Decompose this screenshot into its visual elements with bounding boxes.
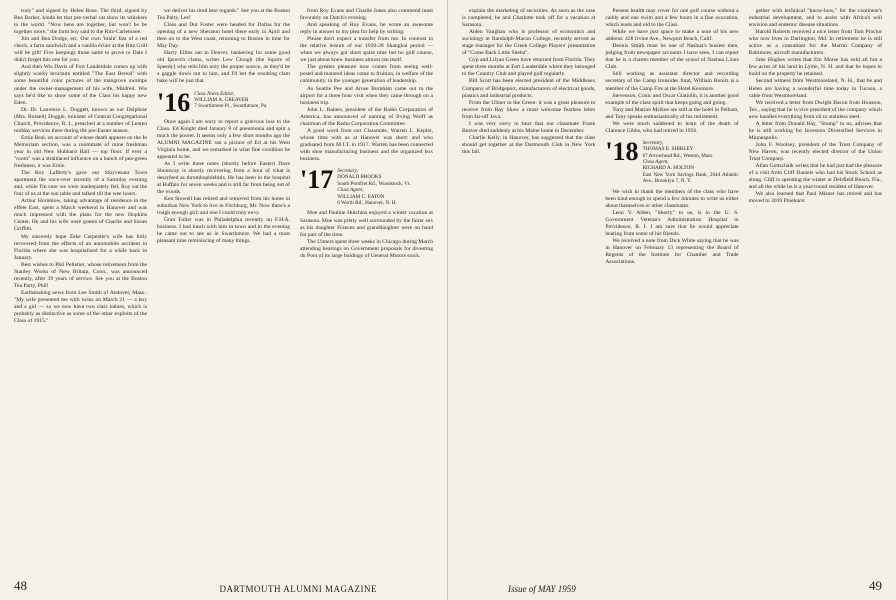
agent-name: WILLIAM C. EATON: [337, 193, 385, 200]
paragraph: We were much saddened to learn of the death of Clarence Gibbs, who had retired in 1956.: [605, 120, 739, 134]
class-heading-16: [157, 87, 290, 117]
paragraph: As I write these notes (shortly before Easter) Dave Shumway is shortly recovering from a bout of what is described as thrombophlebitis. He has been in the hospital at Buffalo for seven weeks and is still far from being out of the woods.: [157, 160, 290, 195]
paragraph: My sincerely hope Zeke Carpenter's wife has fully recovered from the effects of an automobile accident in Florida where she was hospitalized for a while back in January.: [14, 233, 147, 261]
right-columns: [462, 8, 882, 574]
class-secretary-block-16: [194, 91, 267, 110]
paragraph: Please don't expect a transfer from me. In contrast to the relative leisure of our 1920-28 Shanghai period — when we always got short spare time but no golf course, we just about knew business almost ran itself.: [300, 36, 433, 64]
paragraph: We wish to thank the members of the class who have been kind enough to spend a few minutes to write us either about themselves or other classmates.: [605, 188, 739, 209]
paragraph: From the Ulmer to the Green: it was a great pleasure to receive from Ray Shaw a most welcome fearless letter from far-off Java.: [462, 99, 596, 120]
issue-date: Issue of MAY 1959: [508, 584, 576, 594]
secretary-label: Secretary,: [337, 168, 358, 175]
class-secretary-block-17: [337, 168, 410, 206]
paragraph: Jim and Bea Dodge, etc. Our own 'brain' fast of a red check, a farm sandwich and a vanilla éclair at the Ritz Grill will be gift! Five keepings those same to prove to Dale I didn't forget this one for you.: [14, 36, 147, 64]
paragraph: And speaking of Roy Evans, he wrote an awesome reply in answer to my plea for help by writing:: [300, 22, 433, 36]
paragraph: Gran Fuller was in Philadelphia recently on F.H.A. business. I had lunch with him in town and in the evening he came out to see us in Swarthmore. We had a most pleasant time reminiscing of many things.: [157, 217, 290, 245]
paragraph: Allan Gottschalk writes that he had just had the pleasure of a visit from Cliff Daniels who had his Stock School as along. Cliff is spending the winter at Delrfield Beach, Fla., and all the while he is a year-round resident of Hanover.: [748, 163, 882, 191]
class-secretary-block-18: [643, 140, 739, 185]
left-col-2: [157, 8, 290, 574]
paragraph: The Ulmers spent three weeks in Chicago during March attending hearings on Government proposals for divesting du Pont of its large holdings of General Motors stock.: [300, 238, 433, 259]
class-heading-17: [300, 165, 433, 207]
paragraph: As Seattle Pee and Arose Burnham came out to the airport for a three hour visit when they came through on a business trip.: [300, 85, 433, 106]
secretary-address: South Pomfret Rd., Woodstock, Vt.: [337, 180, 411, 187]
paragraph: gether with technical "know-how," for the continent's industrial development, and to assist with Africa's will envision and endemic disease situations.: [748, 8, 882, 29]
paragraph: Leon V. Alden, "Shorty" to us, is in the U. S. Government Veteran's Administration Hospital in Providence, R. I. I am sure that he would appreciate hearing from some of his friends.: [605, 209, 739, 237]
right-col-2: [605, 8, 738, 574]
paragraph: Ernie Beal, on account of whose death appears on the In Memoriam section, was a roommate of mine freshman year in old New Hubbard Hall — top floor. If ever a "room" was a straitlaced influence on a bunch of pea-green freshmen, it was Ernie.: [14, 134, 147, 170]
secretary-address: 67 Arrowhead Rd., Weston, Mass.: [642, 152, 714, 159]
secretary-name: DONALD BROOKS: [337, 174, 382, 181]
paragraph: We received a note from Dick White saying that he was in Hanover on February 13 representing the Board of Regents of the Institute for Chamber and Trade Associations.: [605, 238, 739, 266]
agent-label: Class Agent,: [642, 159, 669, 166]
paragraph: While we have just space to make a note of his new address: 428 Irvine Ave., Newport Beach, Calif.: [605, 29, 739, 43]
paragraph: We also learned that Paul Misner has retired and has moved to 3010 Pinehurst: [748, 191, 882, 205]
class-year-17: '17: [300, 165, 334, 195]
left-columns: [14, 8, 433, 574]
paragraph: A letter from Donald Bay, "Stump" to us, advises that he is still working for Investors Diversified Services in Minneapolis.: [748, 120, 882, 141]
agent-name: RICHARD A. HOLTON: [642, 165, 695, 172]
paragraph: John L. Baines, president of the Radio Corporation of America, has announced of naming of Irving Wolff as chairman of the Radio Corporation Committee.: [300, 106, 433, 127]
secretary-label: Secretary,: [642, 139, 664, 146]
right-col-1: [462, 8, 595, 574]
class-year-18: '18: [605, 136, 639, 166]
right-page-number: 49: [869, 578, 882, 593]
paragraph: Class and Dot Foster were headed for Dallas for the opening of a new Sheraton hotel there early in April and then on to the West coast, returning to Boston in time for May Day.: [157, 22, 290, 50]
paragraph: I was very sorry to hear that our classmate Frank Beaver died suddenly at his Maine home in December.: [462, 120, 596, 134]
left-col-1: [14, 8, 147, 574]
right-col-3: [749, 8, 882, 574]
paragraph: Charlie Kelly, in Hanover, has suggested that the class should get together at the Dartmouth Club in New York this fall.: [462, 134, 596, 155]
secretary-name: THOMAS E. SHIRLEY: [642, 146, 694, 153]
secretary-address: 7 Swarthmore Pl., Swarthmore, Pa.: [194, 103, 268, 110]
paragraph: Stevenson, Conn. and Oscar Glatiolin, it is another good example of the class spirit that keeps going and going.: [605, 92, 739, 106]
paragraph: Present health may cover for one golf course without a caddy and one swim and a few hours in a fine avocation, which leads and old to the Class.: [605, 8, 739, 29]
paragraph: Harry Ellms out in Denver, hankering for some good old Ipswich clams, writes Lew Clough (the Squire of Speedy) who tells him only the proper source, as they'd be a gaggle down out to him, and I'll bet the resulting clam bake will be just that.: [157, 50, 290, 85]
secretary-name: WILLIAM A. GREAVER: [194, 96, 249, 103]
paragraph: The Roy Lafferty's gave our Stuyvesant Town apartment the once-over recently of a Saturday evening and, while I'm sure we were inadequately fed, Roy sat the four of us at the sun table and talked till the wee hours.: [14, 170, 147, 198]
paragraph: Bill Scott has been elected president of the Middlesex Company of Bridgeport, manufacturers of electrical goods, plastics and industrial products.: [462, 78, 596, 99]
paragraph: Jake Hughes writes that Em Morse has sold all but a few acres of his land in Lyme, N. H. and that he hopes to build on the property he retained.: [748, 57, 882, 78]
paragraph: Moe and Pauline Hutchins enjoyed a winter vacation at Sarasota. Moe was pretty well surrounded by the fairer sex as his daughter Frances and granddaughter were on hand for part of the time.: [300, 210, 433, 238]
paragraph: A good word from our Classmate, Warren L. Kepler, whose time with us at Hanover was short: and who graduated from M.I.T. in 1917. Warren has been connected with shoe manufacturing business and the organized box business.: [300, 127, 433, 162]
paragraph: Alden Vaughan who is professor of economics and sociology at Randolph-Macon College, recently served as stage manager for the Greek College Players' presentation of "Come Back Little Sheba".: [462, 29, 596, 57]
left-page-number: 48: [14, 578, 27, 593]
paragraph: John F. Woolsey, president of the Trust Company of New Haven, was recently elected director of the Union Trust Company.: [748, 141, 882, 162]
agent-address: 6 Worth Rd., Hanover, N. H.: [337, 200, 397, 207]
magazine-title: DARTMOUTH ALUMNI MAGAZINE: [219, 584, 377, 594]
right-page: [448, 0, 896, 600]
paragraph: Arthur Hornblow, taking advantage of residence in the effete East, spent a March weekend in Hanover and was much impressed with the plans for the new Hopkins Center. He and his wife were guests of Charlie and Susan Griffith.: [14, 198, 147, 233]
paragraph: Once again I am sorry to report a grievous loss to the Class. Ed Knight died January 8 of pneumonia and split a much the poorer. It seems only a few short months ago the ALUMNI MAGAZINE ran a picture of Ed at his West Virginia home, and we remarked in what fine condition he appeared to be.: [157, 118, 290, 160]
paragraph: Earthshaking news from Lee Smith of Andover, Mass.: "My wife presented me with twins on March 21 — a boy and a girl — so we now have two class babies, which is probably as distinctive as some of the other exploits of the Class of 1915.": [14, 289, 147, 325]
left-col-3: [300, 8, 433, 574]
agent-address: East New York Savings Bank, 2644 Atlantic Ave., Brooklyn 7, N. Y.: [642, 171, 739, 185]
paragraph: explain the marketing of securities. As soon as the case is completed, he and Charlotte took off for a vacation at Sarasota.: [462, 8, 596, 29]
paragraph: Tony and Marion McKee are still at the hotel in Pelham, and Tony speaks enthusiastically of his retirement.: [605, 106, 739, 120]
paragraph: Harold Roberts received a nice letter from Tom Proctor who now lives in Darlington, Md. In retirement he is still active as a consultant for the Martin Company of Baltimore, aircraft manufacturers.: [748, 29, 882, 57]
paragraph: Second witness from Westmoreland, N. H., that he and Helen are having a wonderful time today in Tucson, a cable from Westmoreland.: [748, 78, 882, 99]
paragraph: The greater pleasure now comes from seeing well-posed and matured ideas come to fruition, in welfare of the community, in the younger generation of leadership.: [300, 64, 433, 85]
secretary-label: Class Notes Editor,: [194, 90, 235, 97]
paragraph: Still working as assistant director and recording secretary of the Camp Ironsides fund, William Bonitz is a member of the Camp Fire at the Hotel Kenmore.: [605, 71, 739, 92]
paragraph: Gyp and Lilyan Green have returned from Florida. They spent three months at Fort Lauderdale where they belonged to the Country Club and played golf regularly.: [462, 57, 596, 78]
agent-label: Class Agent,: [337, 187, 364, 194]
paragraph: we deliver his tired best regards." See you at the Boston Tea Party, Lee!: [157, 8, 290, 22]
paragraph: We received a letter from Dwight Bacon from Houston, Tex., saying that he is vice president of the company which now handles everything from oil to stainless steel.: [748, 99, 882, 120]
paragraph: Best wishes to Phil Pelletier, whose retirement from the Stanley Works of New Britain, Conn., was announced recently, after 39 years of service. See you at the Boston Tea Party, Phil!: [14, 261, 147, 289]
paragraph: from Roy Evans and Charlie Jones also commend most favorably on Dutch's evening.: [300, 8, 433, 22]
class-year-16: '16: [157, 87, 191, 117]
class-heading-18: [605, 136, 739, 185]
paragraph: Dennis Smith must be one of Nashua's busiest men, judging from newspaper accounts I have seen. I can report that he is a charter member of the synod of Nashua Lions Club.: [605, 43, 739, 71]
paragraph: And then Wis Davis of Fort Lauderdale comes up with slightly wacky brochure entitled "The East Bereal" with some beautiful color pictures of the mangrove swamps under the owner-management of his wife, Mildred. Wis says he'd like to show some of the Class his happy new Eden.: [14, 64, 147, 106]
paragraph: Ken Stowell has retired and removed from his home in suburban New York to live in Fitchburg, Mr. Now there's a rough enough girl; and one I could truly envy.: [157, 196, 290, 217]
paragraph: truly" and signed by Helen Rose. The third, signed by Bea Barker, kinda let that pre-verbal cat show its whiskers to the world. "Now hens are together, but won't be be together more," the farm boy said to the Ritz-Carletonee.: [14, 8, 147, 36]
paragraph: Dr. Dr. Laurence L. Doggett, known as our Delphine (Mrs. Russell) Doggie, minister of Central Congregational Church, Providence, R. I., preached at a number of Lenten midday services there during the pre-Easter season.: [14, 106, 147, 134]
